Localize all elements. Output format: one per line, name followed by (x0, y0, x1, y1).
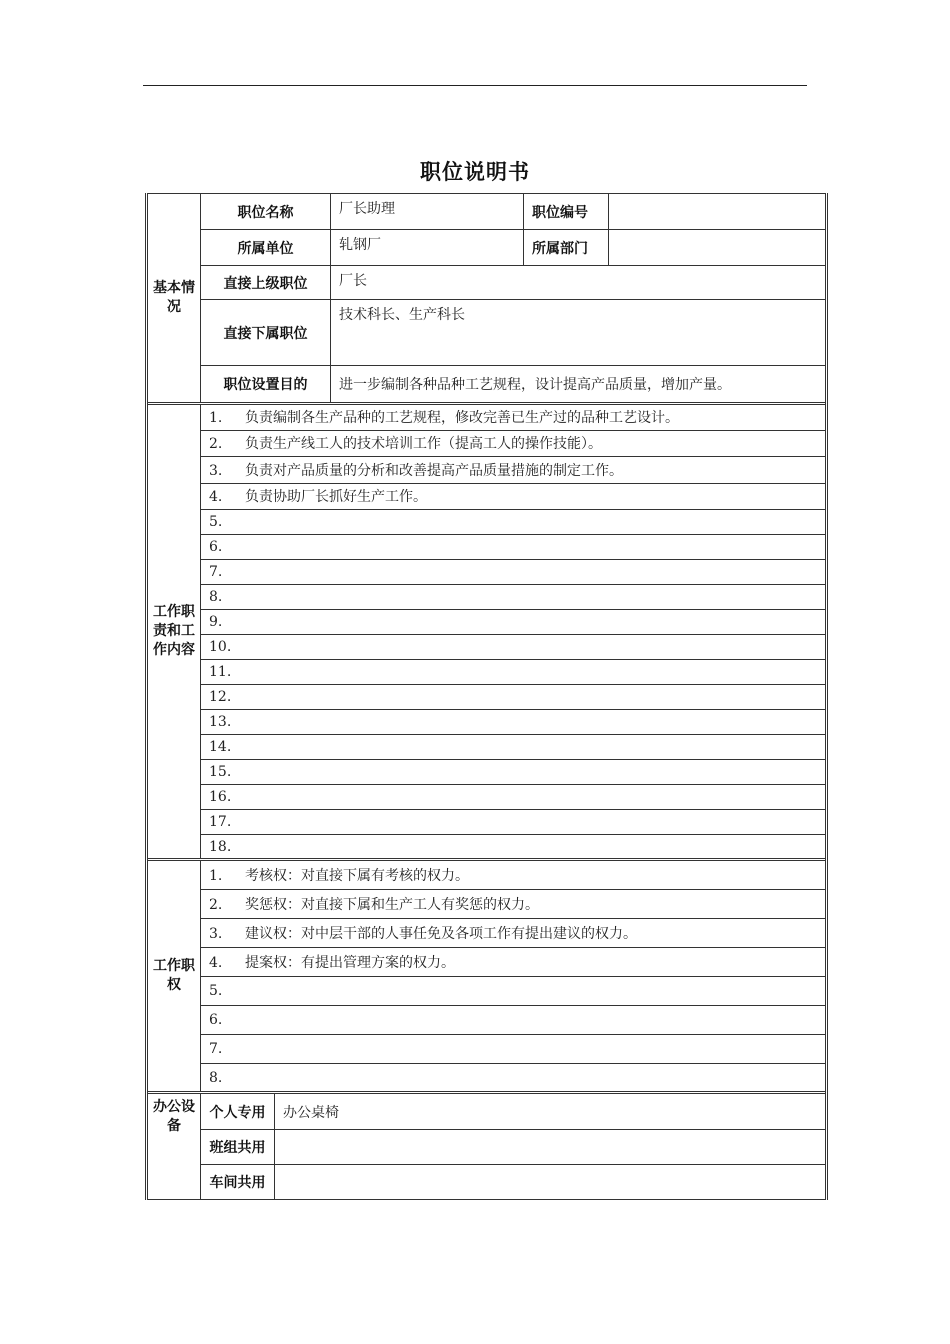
position-name-label: 职位名称 (201, 194, 331, 230)
authority-item-text: 考核权：对直接下属有考核的权力。 (245, 868, 469, 884)
duty-item (201, 610, 827, 635)
duty-item (201, 483, 827, 510)
authority-item-number: 1. (209, 868, 223, 884)
purpose-label: 职位设置目的 (201, 366, 331, 404)
duty-item-number: 1. (209, 410, 223, 427)
duty-row (147, 585, 827, 610)
duty-row (147, 610, 827, 635)
duty-item-number: 14. (209, 739, 232, 755)
duty-item-number: 4. (209, 489, 223, 506)
position-code-label: 职位编号 (524, 194, 609, 230)
authority-item-text: 建议权：对中层干部的人事任免及各项工作有提出建议的权力。 (245, 926, 637, 942)
authority-row (147, 860, 827, 890)
duty-row (147, 635, 827, 660)
duty-item (201, 585, 827, 610)
basic-row-unit (147, 230, 827, 266)
authority-item (201, 977, 827, 1006)
duty-item-number: 13. (209, 714, 232, 730)
duty-item-text: 负责编制各生产品种的工艺规程，修改完善已生产过的品种工艺设计。 (245, 410, 679, 427)
duty-item (201, 760, 827, 785)
department-value (609, 230, 827, 266)
basic-row-superior (147, 266, 827, 300)
equipment-value: 办公桌椅 (275, 1093, 827, 1130)
authority-item (201, 948, 827, 977)
duty-item (201, 835, 827, 860)
authority-row (147, 919, 827, 948)
duty-row (147, 560, 827, 585)
duty-item-number: 6. (209, 539, 223, 555)
authority-row (147, 1006, 827, 1035)
authority-item (201, 1035, 827, 1064)
authority-item-number: 7. (209, 1041, 223, 1057)
equipment-label: 个人专用 (201, 1093, 275, 1130)
basic-row-purpose (147, 366, 827, 404)
duty-item-number: 3. (209, 462, 223, 479)
department-label: 所属部门 (524, 230, 609, 266)
superior-label: 直接上级职位 (201, 266, 331, 300)
duty-item-number: 8. (209, 589, 223, 605)
duty-item-number: 10. (209, 639, 232, 655)
authority-row (147, 1035, 827, 1064)
duty-row (147, 735, 827, 760)
duty-item-number: 15. (209, 764, 232, 780)
authority-row (147, 977, 827, 1006)
authority-row (147, 890, 827, 919)
duty-item-number: 11. (209, 664, 232, 680)
duty-row (147, 483, 827, 510)
section-authority-label: 工作职权 (147, 860, 201, 1093)
equipment-value (275, 1165, 827, 1200)
duty-item-text: 负责生产线工人的技术培训工作（提高工人的操作技能）。 (245, 436, 602, 453)
duty-item (201, 635, 827, 660)
authority-item-number: 3. (209, 926, 223, 942)
equipment-value (275, 1130, 827, 1165)
authority-item (201, 860, 827, 890)
authority-item (201, 919, 827, 948)
duty-row (147, 785, 827, 810)
duty-item (201, 785, 827, 810)
duty-row (147, 835, 827, 860)
duty-item-number: 16. (209, 789, 232, 805)
duty-item-number: 5. (209, 514, 223, 530)
equipment-label: 车间共用 (201, 1165, 275, 1200)
duty-item-text: 负责对产品质量的分析和改善提高产品质量措施的制定工作。 (245, 462, 623, 479)
equipment-row (147, 1130, 827, 1165)
header-rule (143, 85, 807, 86)
authority-item-number: 5. (209, 983, 223, 999)
job-description-form (145, 193, 828, 1200)
authority-item (201, 1006, 827, 1035)
subordinates-label: 直接下属职位 (201, 300, 331, 366)
duty-row (147, 404, 827, 431)
duty-item (201, 735, 827, 760)
duty-row (147, 710, 827, 735)
section-equipment-label: 办公设备 (147, 1093, 201, 1200)
unit-value: 轧钢厂 (331, 230, 524, 266)
duty-item (201, 457, 827, 484)
document-title: 职位说明书 (420, 160, 530, 184)
authority-item (201, 890, 827, 919)
position-name-value: 厂长助理 (331, 194, 524, 230)
duty-row (147, 510, 827, 535)
authority-row (147, 948, 827, 977)
section-basic-label: 基本情况 (147, 194, 201, 404)
unit-label: 所属单位 (201, 230, 331, 266)
duty-row (147, 660, 827, 685)
duty-item-text: 负责协助厂长抓好生产工作。 (245, 489, 427, 506)
authority-item-number: 8. (209, 1069, 223, 1086)
duty-item (201, 710, 827, 735)
position-code-value (609, 194, 827, 230)
duty-item (201, 810, 827, 835)
duty-item-number: 7. (209, 564, 223, 580)
duty-row (147, 430, 827, 457)
purpose-value: 进一步编制各种品种工艺规程，设计提高产品质量，增加产量。 (331, 366, 827, 404)
authority-item-number: 4. (209, 955, 223, 971)
duty-item (201, 560, 827, 585)
duty-item-number: 18. (209, 838, 232, 855)
duty-item (201, 660, 827, 685)
duty-item (201, 685, 827, 710)
superior-value: 厂长 (331, 266, 827, 300)
basic-row-position (147, 194, 827, 230)
authority-row (147, 1064, 827, 1093)
duty-item (201, 404, 827, 431)
basic-row-subordinates (147, 300, 827, 366)
duty-item-number: 9. (209, 614, 223, 630)
duty-item (201, 535, 827, 560)
duty-item (201, 510, 827, 535)
duty-item-number: 17. (209, 814, 232, 830)
duty-item-number: 2. (209, 436, 223, 453)
subordinates-value: 技术科长、生产科长 (331, 300, 827, 366)
equipment-row (147, 1093, 827, 1130)
duty-row (147, 685, 827, 710)
duty-row (147, 760, 827, 785)
duty-row (147, 535, 827, 560)
authority-item-text: 提案权：有提出管理方案的权力。 (245, 955, 455, 971)
authority-item (201, 1064, 827, 1093)
duty-item-number: 12. (209, 689, 232, 705)
section-duty-label: 工作职责和工作内容 (147, 404, 201, 860)
duty-row (147, 457, 827, 484)
authority-item-number: 6. (209, 1012, 223, 1028)
authority-item-number: 2. (209, 897, 223, 913)
authority-item-text: 奖惩权：对直接下属和生产工人有奖惩的权力。 (245, 897, 539, 913)
duty-item (201, 430, 827, 457)
duty-row (147, 810, 827, 835)
equipment-row (147, 1165, 827, 1200)
equipment-label: 班组共用 (201, 1130, 275, 1165)
